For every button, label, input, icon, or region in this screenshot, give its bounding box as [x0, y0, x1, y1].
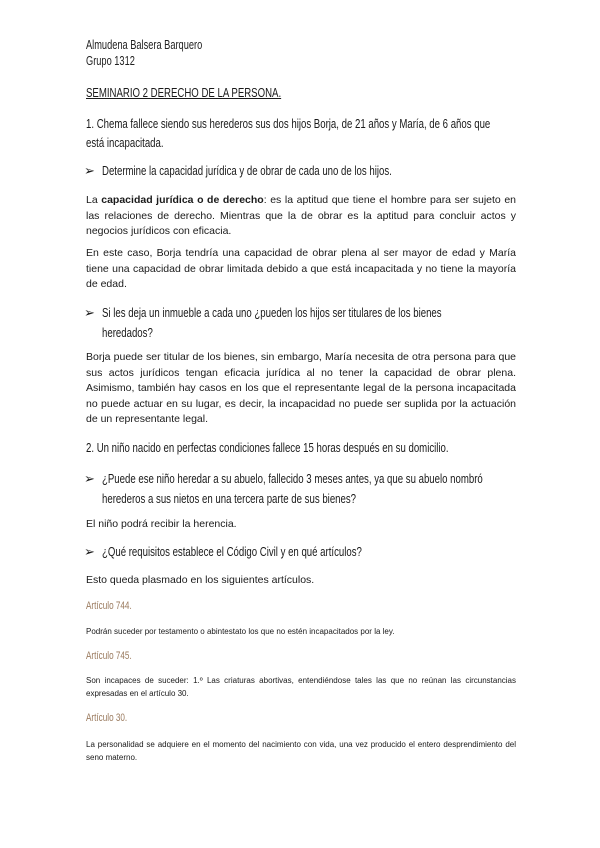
bullet-2-line-1: Si les deja un inmueble a cada uno ¿pueden los hijos ser titulares de los bienes — [102, 305, 442, 320]
bold-term: capacidad jurídica o de derecho — [101, 194, 264, 206]
arrow-bullet-icon: ➢ — [84, 471, 95, 486]
article-745-title: Artículo 745. — [86, 650, 132, 662]
paragraph-1: La capacidad jurídica o de derecho: es la aptitud que tiene el hombre para ser sujeto en las relaciones de derecho. Mientras que la de obrar es la aptitud para concluir actos y negocios jurídicos con eficacia. — [86, 194, 517, 237]
question-1 — [86, 114, 516, 152]
arrow-bullet-icon: ➢ — [84, 163, 95, 178]
paragraph-4: El niño podrá recibir la herencia. — [86, 518, 237, 530]
author-name: Almudena Balsera Barquero — [86, 38, 203, 52]
article-745-text: Son incapaces de suceder: 1.º Las criaturas abortivas, entendiéndose tales las que no reúnan las circunstancias expresadas en el artículo 30. — [86, 676, 516, 698]
article-30-title: Artículo 30. — [86, 712, 128, 724]
group-label: Grupo 1312 — [86, 54, 135, 68]
article-744-text: Podrán suceder por testamento o abintestato los que no estén incapacitados por la ley. — [86, 627, 395, 636]
paragraph-3: Borja puede ser titular de los bienes, sin embargo, María necesita de otra persona para que sus actos jurídicos tengan eficacia jurídica al no tener la capacidad de obrar plena. Asimismo, también hay casos en los que el representante legal de la persona incapacitada no puede actuar en su lugar, es decir, la incapacidad no puede ser suplida por la actuación de un representante legal. — [86, 351, 516, 425]
question-1-line-2: está incapacitada. — [86, 135, 164, 150]
bullet-3-line-2: herederos a sus nietos en una tercera parte de sus bienes? — [102, 491, 357, 506]
arrow-bullet-icon: ➢ — [84, 305, 95, 320]
arrow-bullet-icon: ➢ — [84, 544, 95, 559]
bullet-2-line-2: heredados? — [102, 325, 153, 340]
bullet-1-text: Determine la capacidad jurídica y de obrar de cada uno de los hijos. — [102, 163, 392, 178]
article-30-text: La personalidad se adquiere en el momento del nacimiento con vida, una vez producido el entero desprendimiento del seno materno. — [86, 740, 516, 762]
paragraph-2: En este caso, Borja tendría una capacidad de obrar plena al ser mayor de edad y María tiene una capacidad de obrar limitada debido a que está incapacitada y no tiene la mayoría de edad. — [86, 247, 516, 290]
paragraph-5: Esto queda plasmado en los siguientes artículos. — [86, 574, 315, 586]
question-1-line-1: 1. Chema fallece siendo sus herederos sus dos hijos Borja, de 21 años y María, de 6 años que — [86, 116, 491, 131]
bullet-4-text: ¿Qué requisitos establece el Código Civil y en qué artículos? — [102, 544, 362, 559]
question-2: 2. Un niño nacido en perfectas condiciones fallece 15 horas después en su domicilio. — [86, 440, 449, 455]
document-title: SEMINARIO 2 DERECHO DE LA PERSONA. — [86, 85, 282, 100]
bullet-3-line-1: ¿Puede ese niño heredar a su abuelo, fallecido 3 meses antes, ya que su abuelo nombró — [102, 471, 483, 486]
article-744-title: Artículo 744. — [86, 600, 132, 612]
